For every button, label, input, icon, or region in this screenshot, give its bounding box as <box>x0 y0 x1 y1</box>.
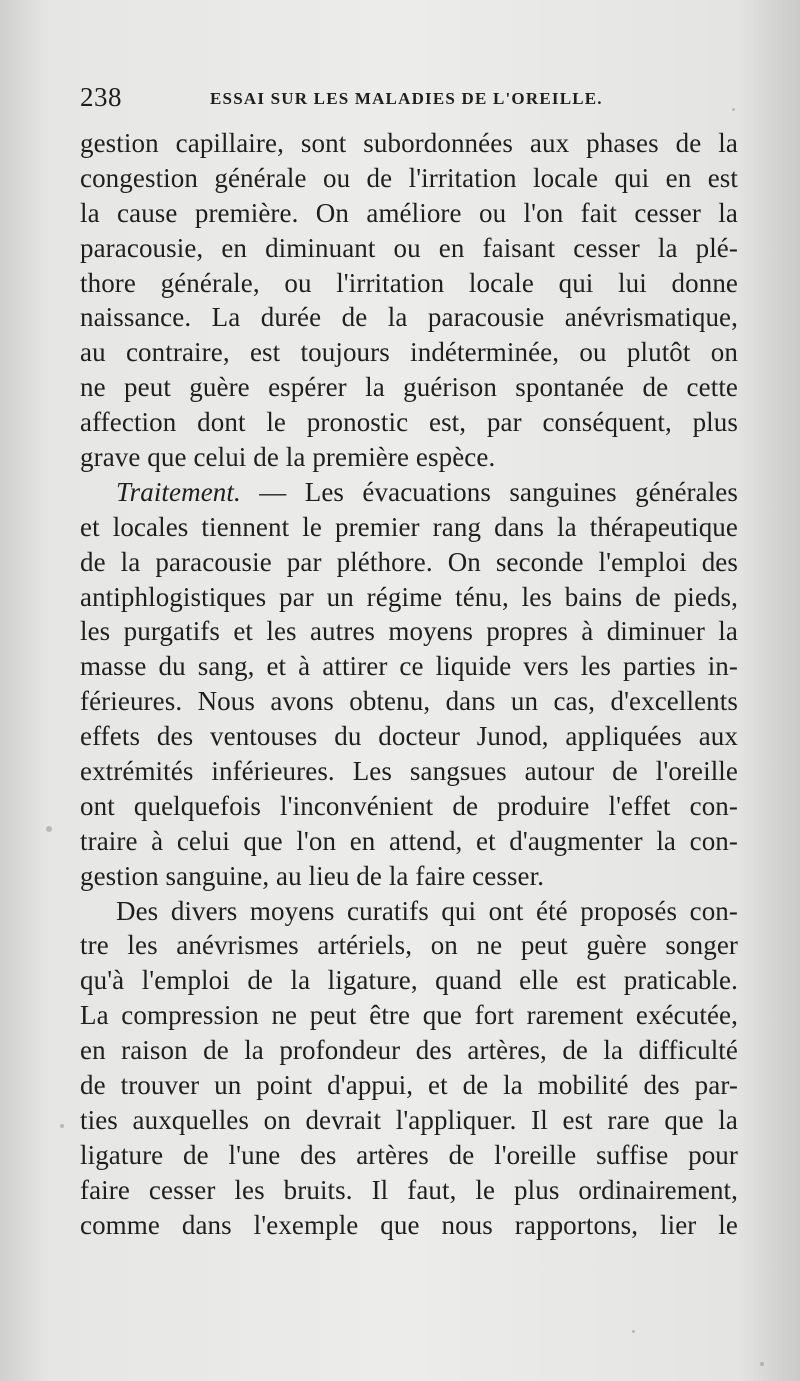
text-line: qu'à l'emploi de la ligature, quand elle est praticable. <box>80 965 738 996</box>
traitement-label: Traitement. <box>116 476 241 507</box>
text-line: La compression ne peut être que fort rarement exécutée, <box>80 1000 738 1031</box>
text-line: naissance. La durée de la paracousie anévrismatique, <box>80 302 738 333</box>
traitement-rest: — Les évacuations sanguines générales <box>240 476 738 507</box>
text-line: congestion générale ou de l'irritation locale qui en est <box>80 162 738 193</box>
text-line: ties auxquelles on devrait l'appliquer. Il est rare que la <box>80 1104 738 1135</box>
paper-speck <box>46 826 52 832</box>
text-line: traire à celui que l'on en attend, et d'augmenter la con- <box>80 825 738 856</box>
text-line: de trouver un point d'appui, et de la mobilité des par- <box>80 1070 738 1101</box>
text-line: la cause première. On améliore ou l'on fait cesser la <box>80 197 738 228</box>
text-line: de la paracousie par pléthore. On seconde l'emploi des <box>80 546 738 577</box>
text-line: en raison de la profondeur des artères, de la difficulté <box>80 1035 738 1066</box>
text-line: comme dans l'exemple que nous rapportons, lier le <box>80 1209 738 1240</box>
text-line: tre les anévrismes artériels, on ne peut guère songer <box>80 930 738 961</box>
text-line: ne peut guère espérer la guérison spontanée de cette <box>80 372 738 403</box>
text-line: affection dont le pronostic est, par conséquent, plus <box>80 407 738 438</box>
page-header <box>80 82 740 118</box>
text-line: au contraire, est toujours indéterminée, ou plutôt on <box>80 337 738 368</box>
text-line: grave que celui de la première espèce. <box>80 442 496 473</box>
text-line: antiphlogistiques par un régime ténu, les bains de pieds, <box>80 581 738 612</box>
paper-speck <box>632 1330 635 1333</box>
text-line: effets des ventouses du docteur Junod, appliquées aux <box>80 721 738 752</box>
text-line: faire cesser les bruits. Il faut, le plus ordinairement, <box>80 1174 738 1205</box>
text-line: gestion capillaire, sont subordonnées aux phases de la <box>80 128 738 158</box>
text-line-traitement <box>80 475 738 510</box>
text-line: les purgatifs et les autres moyens propres à diminuer la <box>80 616 738 647</box>
text-line: ont quelquefois l'inconvénient de produire l'effet con- <box>80 790 738 821</box>
text-line: gestion sanguine, au lieu de la faire cesser. <box>80 860 545 891</box>
text-line: masse du sang, et à attirer ce liquide vers les parties in- <box>80 651 738 682</box>
text-line: paracousie, en diminuant ou en faisant cesser la plé- <box>80 232 738 263</box>
body-text <box>80 126 738 1243</box>
text-line: férieures. Nous avons obtenu, dans un cas, d'excellents <box>80 686 738 717</box>
paper-speck <box>760 1362 764 1366</box>
text-line: extrémités inférieures. Les sangsues autour de l'oreille <box>80 756 738 787</box>
text-line: Des divers moyens curatifs qui ont été proposés con- <box>116 895 738 926</box>
text-line: thore générale, ou l'irritation locale qui lui donne <box>80 267 738 298</box>
page-number: 238 <box>80 82 122 112</box>
paper-speck <box>60 1124 64 1128</box>
paper-speck <box>732 108 735 111</box>
text-line: et locales tiennent le premier rang dans la thérapeutique <box>80 511 738 542</box>
running-title: ESSAI SUR LES MALADIES DE L'OREILLE. <box>210 89 603 108</box>
text-line: ligature de l'une des artères de l'oreille suffise pour <box>80 1139 738 1170</box>
